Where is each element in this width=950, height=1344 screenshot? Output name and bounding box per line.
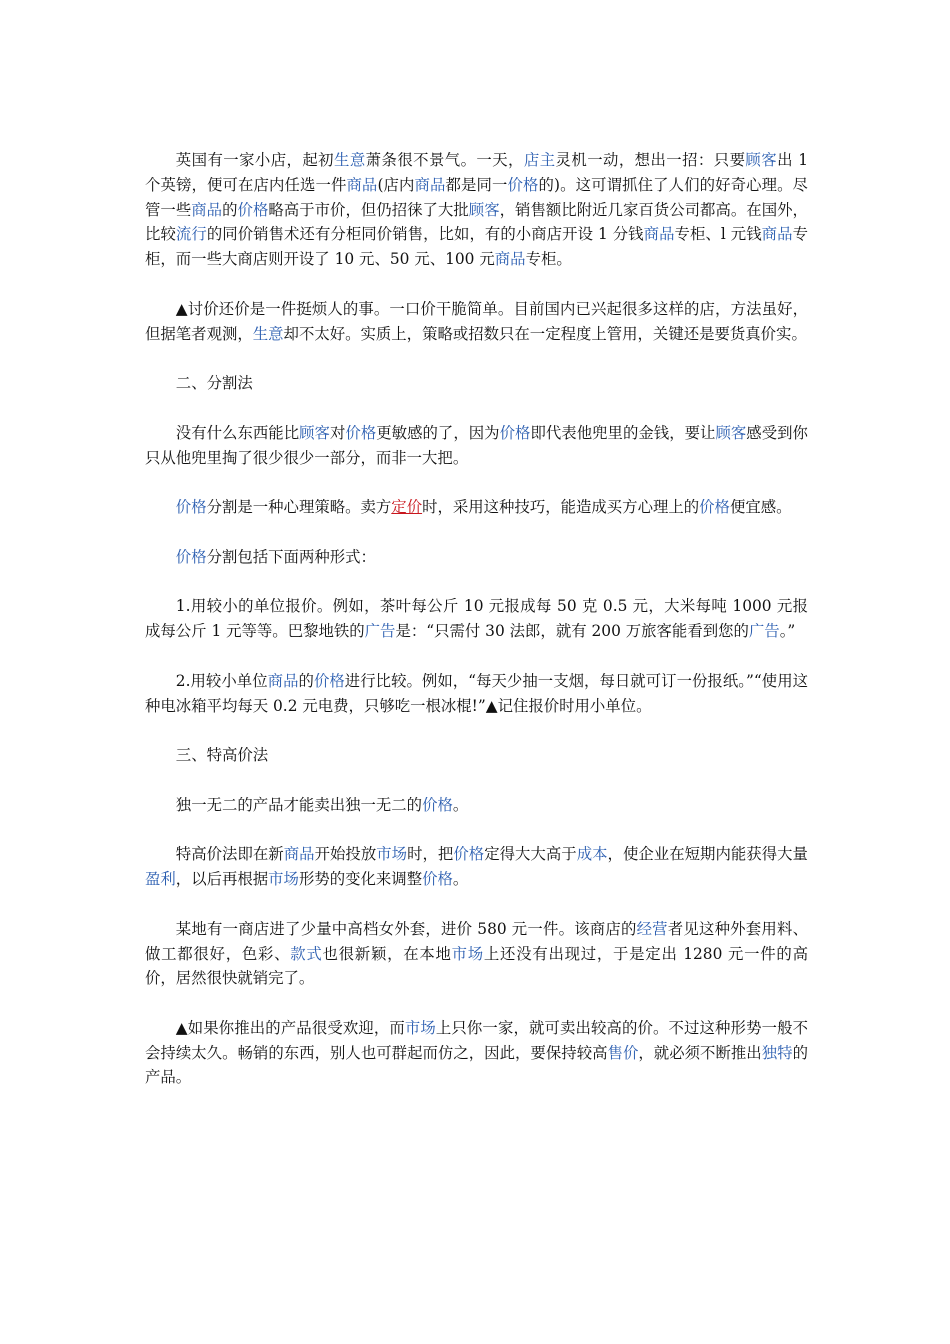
text-run: 三、特高价法	[175, 746, 269, 765]
keyword-link[interactable]: 价格	[499, 423, 531, 442]
keyword-link[interactable]: 价格	[422, 795, 453, 814]
text-run: ▲讨价还价是一件挺烦人的事。一口价干脆简单。目前国内已兴起很多这样的店，方法虽好，但据笔者观测，	[145, 299, 808, 343]
text-run: 却不太好。实质上，策略或招数只在一定程度上管用，关键还是要货真价实。	[283, 324, 807, 343]
text-run: 独一无二的产品才能卖出独一无二的	[175, 795, 423, 814]
text-run: ，以后再根据	[175, 870, 269, 889]
text-run: 没有什么东西能比	[175, 423, 300, 442]
section-heading-split-method	[145, 371, 808, 396]
keyword-link[interactable]: 款式	[290, 944, 323, 963]
text-run: 略高于市价，但仍招徕了大批	[268, 200, 469, 219]
document-page	[145, 148, 808, 1115]
keyword-link-highlighted[interactable]: 定价	[391, 498, 423, 517]
text-run: ，使企业在短期内能获得大量	[607, 845, 808, 864]
keyword-link[interactable]: 市场	[376, 845, 408, 864]
paragraph-premium-definition	[145, 842, 808, 892]
keyword-link[interactable]: 商品	[494, 250, 526, 269]
text-run: 专柜、l 元钱	[674, 225, 762, 244]
section-heading-premium-price	[145, 743, 808, 768]
keyword-link[interactable]: 价格	[345, 423, 377, 442]
paragraph-note-premium	[145, 1016, 808, 1090]
paragraph-intro-story	[145, 148, 808, 272]
text-run: 特高价法即在新	[175, 845, 284, 864]
keyword-link[interactable]: 生意	[252, 324, 284, 343]
text-run: 便宜感。	[729, 498, 792, 517]
keyword-link[interactable]: 广告	[364, 622, 396, 641]
text-run: 形势的变化来调整	[298, 870, 423, 889]
keyword-link[interactable]: 流行	[175, 225, 207, 244]
keyword-link[interactable]: 市场	[268, 870, 299, 889]
keyword-link[interactable]: 价格	[237, 200, 269, 219]
keyword-link[interactable]: 独特	[761, 1043, 793, 1062]
keyword-link[interactable]: 经营	[636, 919, 668, 938]
text-run: 进行比较。例如，“每天少抽一支烟，每日就可订一份报纸。”“使用这种电冰箱平均每天 0.2 元电费，只够吃一根冰棍!”▲记住报价时用小单位。	[145, 671, 809, 715]
keyword-link[interactable]: 商品	[414, 175, 446, 194]
text-run: 感受到你只从他兜里掏了很少很少一部分，而非一大把。	[145, 423, 808, 467]
text-run: 萧条很不景气。一天，	[365, 151, 524, 169]
text-run: 更敏感的了，因为	[376, 423, 500, 442]
keyword-link[interactable]: 商品	[283, 845, 315, 864]
paragraph-split-strategy	[145, 495, 808, 520]
text-run: 1.用较小的单位报价。例如，茶叶每公斤 10 元报成每 50 克 0.5 元，大米每吨 1000 元报成每公斤 1 元等等。巴黎地铁的	[145, 597, 808, 641]
text-run: 。	[452, 870, 469, 889]
paragraph-split-forms	[145, 545, 808, 570]
text-run: 二、分割法	[175, 374, 253, 393]
keyword-link[interactable]: 市场	[404, 1018, 436, 1037]
text-run: 。”	[779, 622, 796, 641]
keyword-link[interactable]: 盈利	[145, 870, 176, 889]
text-run: 是：“只需付 30 法郎，就有 200 万旅客能看到您的	[395, 622, 749, 641]
text-run: 定得大大高于	[484, 845, 577, 864]
text-run: 都是同一	[445, 175, 508, 194]
text-run: 分割包括下面两种形式：	[206, 547, 376, 566]
keyword-link[interactable]: 价格	[422, 870, 453, 889]
text-run: 即代表他兜里的金钱，要让	[530, 423, 716, 442]
text-run: 。	[452, 795, 469, 814]
keyword-link[interactable]: 生意	[334, 151, 366, 169]
keyword-link[interactable]: 商品	[761, 225, 793, 244]
keyword-link[interactable]: 商品	[346, 175, 378, 194]
text-run: 某地有一商店进了少量中高档女外套，进价 580 元一件。该商店的	[175, 919, 637, 938]
text-run: 也很新颖，在本地	[322, 944, 452, 963]
text-run: 的产品。	[145, 1043, 808, 1087]
text-run: 英国有一家小店，起初	[175, 151, 335, 169]
text-run: ，销售额比附近几家百货公司都高。在国外，比较	[145, 200, 808, 244]
keyword-link[interactable]: 店主	[523, 151, 556, 169]
keyword-link[interactable]: 成本	[576, 845, 608, 864]
text-run: ，就必须不断推出	[638, 1043, 762, 1062]
keyword-link[interactable]: 广告	[748, 622, 780, 641]
keyword-link[interactable]: 价格	[175, 498, 207, 517]
paragraph-unique-product	[145, 793, 808, 818]
keyword-link[interactable]: 价格	[507, 175, 539, 194]
keyword-link[interactable]: 售价	[607, 1043, 639, 1062]
text-run: 灵机一动，想出一招：只要	[555, 151, 746, 169]
text-run: 上只你一家，就可卖出较高的价。不过这种形势一般不会持续太久。畅销的东西，别人也可群起而仿之，因此，要保持较高	[145, 1018, 808, 1062]
keyword-link[interactable]: 商品	[267, 671, 299, 690]
keyword-link[interactable]: 商品	[191, 200, 223, 219]
paragraph-price-sensitivity	[145, 421, 808, 471]
keyword-link[interactable]: 价格	[313, 671, 345, 690]
paragraph-form-2	[145, 669, 808, 719]
text-run: 者见这种外套用料、做工都很好，色彩、	[145, 919, 808, 963]
text-run: 上还没有出现过，于是定出 1280 元一件的高价，居然很快就销完了。	[145, 944, 808, 988]
keyword-link[interactable]: 顾客	[745, 151, 778, 169]
keyword-link[interactable]: 价格	[699, 498, 730, 517]
keyword-link[interactable]: 价格	[175, 547, 207, 566]
paragraph-form-1	[145, 594, 808, 644]
keyword-link[interactable]: 顾客	[299, 423, 330, 442]
text-run: (店内	[377, 175, 415, 194]
paragraph-coat-example	[145, 917, 808, 991]
text-run: 分割是一种心理策略。卖方	[206, 498, 392, 517]
text-run: 专柜，而一些大商店则开设了 10 元、50 元、100 元	[145, 225, 808, 269]
keyword-link[interactable]: 商品	[643, 225, 675, 244]
text-run: 对	[329, 423, 346, 442]
keyword-link[interactable]: 市场	[451, 944, 484, 963]
text-run: 开始投放	[314, 845, 377, 864]
text-run: 的同价销售术还有分柜同价销售，比如，有的小商店开设 1 分钱	[206, 225, 644, 244]
text-run: 时，把	[407, 845, 454, 864]
text-run: ▲如果你推出的产品很受欢迎，而	[175, 1018, 405, 1037]
keyword-link[interactable]: 价格	[453, 845, 485, 864]
keyword-link[interactable]: 顾客	[715, 423, 747, 442]
paragraph-note-bargaining	[145, 297, 808, 347]
text-run: 专柜。	[525, 250, 572, 269]
text-run: 2.用较小单位	[175, 671, 268, 690]
text-run: 出 1 个英镑，便可在店内任选一件	[145, 151, 808, 194]
text-run: 的	[222, 200, 238, 219]
keyword-link[interactable]: 顾客	[468, 200, 500, 219]
text-run: 的)。这可谓抓住了人们的好奇心理。尽管一些	[145, 175, 808, 219]
text-run: 的	[298, 671, 314, 690]
text-run: 时，采用这种技巧，能造成买方心理上的	[422, 498, 700, 517]
